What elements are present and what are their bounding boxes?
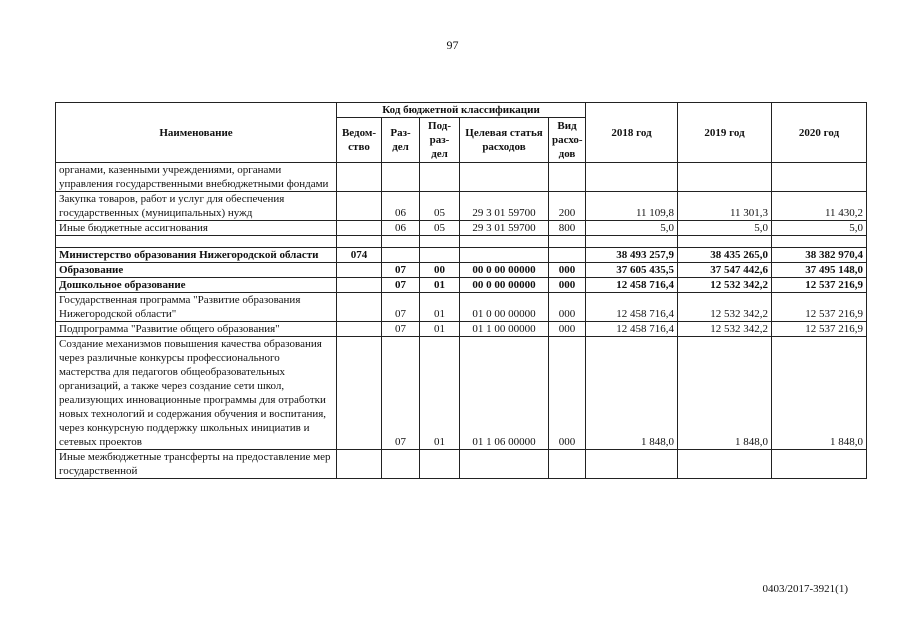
row-2019 <box>678 236 772 248</box>
header-vid: Вид расхо-дов <box>549 118 586 163</box>
row-vid: 000 <box>549 278 586 293</box>
row-podrazdel: 01 <box>420 337 460 450</box>
row-vid <box>549 450 586 479</box>
row-2018: 11 109,8 <box>586 192 678 221</box>
row-celevaya <box>460 163 549 192</box>
row-name: Создание механизмов повышения качества образования через различные конкурсы профессионального мастерства для педагогов общеобразовательных организаций, а также через создание сети школ, реализующих инновационные программы для отработки новых технологий и содержания обучения и воспитания, через конкурсную поддержку школьных инициатив и сетевых проектов <box>56 337 337 450</box>
table-row <box>56 236 867 248</box>
row-razdel: 06 <box>382 221 420 236</box>
row-vedomstvo <box>337 192 382 221</box>
row-celevaya <box>460 450 549 479</box>
row-2018: 1 848,0 <box>586 337 678 450</box>
table-row <box>56 293 867 322</box>
row-celevaya: 29 3 01 59700 <box>460 221 549 236</box>
row-2019: 37 547 442,6 <box>678 263 772 278</box>
row-2019: 12 532 342,2 <box>678 293 772 322</box>
row-vedomstvo <box>337 263 382 278</box>
row-vid: 800 <box>549 221 586 236</box>
row-2020 <box>772 236 867 248</box>
row-vid <box>549 236 586 248</box>
row-vid: 000 <box>549 263 586 278</box>
row-name: Закупка товаров, работ и услуг для обеспечения государственных (муниципальных) нужд <box>56 192 337 221</box>
row-podrazdel: 01 <box>420 293 460 322</box>
row-vid: 200 <box>549 192 586 221</box>
row-razdel <box>382 163 420 192</box>
row-2019: 5,0 <box>678 221 772 236</box>
row-2019: 12 532 342,2 <box>678 278 772 293</box>
row-vedomstvo: 074 <box>337 248 382 263</box>
table-row <box>56 248 867 263</box>
row-celevaya: 01 0 00 00000 <box>460 293 549 322</box>
row-podrazdel <box>420 236 460 248</box>
row-2020 <box>772 450 867 479</box>
row-vid: 000 <box>549 337 586 450</box>
header-2020: 2020 год <box>772 103 867 163</box>
row-vid <box>549 248 586 263</box>
row-name: Министерство образования Нижегородской области <box>56 248 337 263</box>
row-celevaya <box>460 248 549 263</box>
row-name: Государственная программа "Развитие образования Нижегородской области" <box>56 293 337 322</box>
row-2018: 37 605 435,5 <box>586 263 678 278</box>
row-vid: 000 <box>549 293 586 322</box>
row-podrazdel <box>420 163 460 192</box>
row-celevaya: 01 1 06 00000 <box>460 337 549 450</box>
row-celevaya: 01 1 00 00000 <box>460 322 549 337</box>
row-name: Иные межбюджетные трансферты на предоставление мер государственной <box>56 450 337 479</box>
row-vid: 000 <box>549 322 586 337</box>
row-2020: 38 382 970,4 <box>772 248 867 263</box>
row-2020: 12 537 216,9 <box>772 322 867 337</box>
header-2019: 2019 год <box>678 103 772 163</box>
row-name: Дошкольное образование <box>56 278 337 293</box>
row-2018: 38 493 257,9 <box>586 248 678 263</box>
row-vedomstvo <box>337 293 382 322</box>
row-razdel: 07 <box>382 322 420 337</box>
header-razdel: Раз-дел <box>382 118 420 163</box>
row-razdel: 07 <box>382 263 420 278</box>
row-vedomstvo <box>337 278 382 293</box>
row-2019: 12 532 342,2 <box>678 322 772 337</box>
table-row <box>56 450 867 479</box>
table-row <box>56 322 867 337</box>
row-podrazdel: 00 <box>420 263 460 278</box>
row-celevaya: 00 0 00 00000 <box>460 263 549 278</box>
row-podrazdel <box>420 450 460 479</box>
row-razdel <box>382 248 420 263</box>
page-number: 97 <box>446 38 459 52</box>
header-row-group <box>56 103 867 118</box>
row-2019 <box>678 450 772 479</box>
row-vedomstvo <box>337 221 382 236</box>
table-row <box>56 192 867 221</box>
row-2019: 38 435 265,0 <box>678 248 772 263</box>
header-celevaya: Целевая статья расходов <box>460 118 549 163</box>
row-name: Образование <box>56 263 337 278</box>
header-vedomstvo: Ведом-ство <box>337 118 382 163</box>
row-2018 <box>586 236 678 248</box>
row-2020: 12 537 216,9 <box>772 278 867 293</box>
row-2020: 11 430,2 <box>772 192 867 221</box>
row-celevaya: 00 0 00 00000 <box>460 278 549 293</box>
row-name: органами, казенными учреждениями, органами управления государственными внебюджетными фондами <box>56 163 337 192</box>
row-2020 <box>772 163 867 192</box>
row-razdel: 07 <box>382 337 420 450</box>
row-vedomstvo <box>337 163 382 192</box>
row-2018: 12 458 716,4 <box>586 293 678 322</box>
row-2018: 12 458 716,4 <box>586 278 678 293</box>
row-2020: 12 537 216,9 <box>772 293 867 322</box>
row-vedomstvo <box>337 450 382 479</box>
row-podrazdel: 01 <box>420 278 460 293</box>
row-2019: 1 848,0 <box>678 337 772 450</box>
row-podrazdel: 05 <box>420 221 460 236</box>
table-row <box>56 278 867 293</box>
row-2019: 11 301,3 <box>678 192 772 221</box>
row-vedomstvo <box>337 337 382 450</box>
row-2020: 5,0 <box>772 221 867 236</box>
row-name: Иные бюджетные ассигнования <box>56 221 337 236</box>
row-2019 <box>678 163 772 192</box>
header-podrazdel: Под-раз-дел <box>420 118 460 163</box>
header-2018: 2018 год <box>586 103 678 163</box>
row-razdel <box>382 236 420 248</box>
row-vedomstvo <box>337 322 382 337</box>
document-code: 0403/2017-3921(1) <box>762 583 848 595</box>
header-name: Наименование <box>56 103 337 163</box>
row-razdel: 07 <box>382 278 420 293</box>
row-razdel: 07 <box>382 293 420 322</box>
header-code-group: Код бюджетной классификации <box>337 103 586 118</box>
table-row <box>56 337 867 450</box>
row-2018 <box>586 163 678 192</box>
row-2020: 1 848,0 <box>772 337 867 450</box>
row-2020: 37 495 148,0 <box>772 263 867 278</box>
budget-table <box>55 102 867 479</box>
row-vedomstvo <box>337 236 382 248</box>
row-razdel: 06 <box>382 192 420 221</box>
row-2018: 5,0 <box>586 221 678 236</box>
row-podrazdel: 01 <box>420 322 460 337</box>
row-podrazdel: 05 <box>420 192 460 221</box>
row-razdel <box>382 450 420 479</box>
table-row <box>56 263 867 278</box>
row-podrazdel <box>420 248 460 263</box>
row-name <box>56 236 337 248</box>
row-celevaya <box>460 236 549 248</box>
table-row <box>56 221 867 236</box>
row-celevaya: 29 3 01 59700 <box>460 192 549 221</box>
row-name: Подпрограмма "Развитие общего образования" <box>56 322 337 337</box>
row-2018 <box>586 450 678 479</box>
table-row <box>56 163 867 192</box>
row-2018: 12 458 716,4 <box>586 322 678 337</box>
row-vid <box>549 163 586 192</box>
table-body <box>56 163 867 479</box>
